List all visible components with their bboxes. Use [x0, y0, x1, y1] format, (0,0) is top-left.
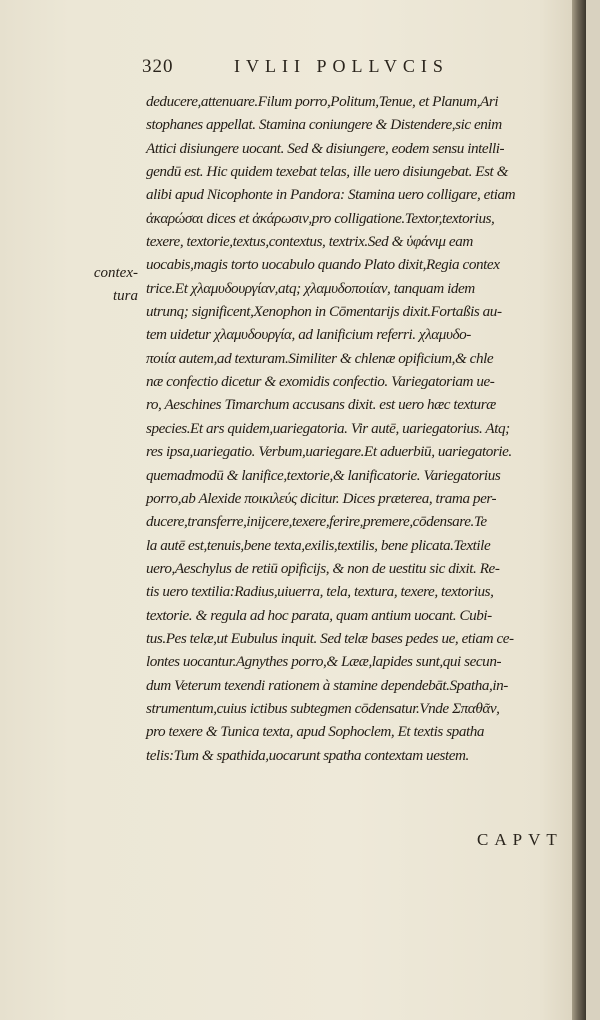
catchword: CAPVT: [477, 830, 563, 849]
text-line: textorie. & regula ad hoc parata, quam antium uocant. Cubi-: [146, 606, 492, 624]
page-number: 320: [142, 56, 174, 77]
running-title: IVLII POLLVCIS: [234, 56, 449, 76]
text-line: ro, Aeschines Timarchum accusans dixit. est uero hæc texturæ: [146, 396, 496, 414]
text-line: uero,Aeschylus de retiū opificijs, & non de uestitu sic dixit. Re-: [146, 559, 500, 577]
text-line: quemadmodū & lanifice,textorie,& lanificatorie. Variegatorius: [146, 466, 501, 484]
text-line: tis uero textilia:Radius,uiuerra, tela, textura, texere, textorius,: [146, 583, 494, 601]
text-line: ἀκαρώσαι dices et ἀκάρωσιν,pro colligatione.Textor,textorius,: [146, 209, 495, 227]
text-line: stophanes appellat. Stamina coniungere & Distendere,sic enim: [146, 116, 502, 134]
page-header: [142, 56, 522, 82]
text-line: utrunq; significent,Xenophon in Cōmentarijs dixit.Fortaßis au-: [146, 303, 502, 321]
text-line: tus.Pes telæ,ut Eubulus inquit. Sed telæ bases pedes ue, etiam ce-: [146, 629, 514, 647]
text-line: alibi apud Nicophonte in Pandora: Stamina uero colligare, etiam: [146, 186, 516, 204]
text-line: texere, textorie,textus,contextus, textrix.Sed & ὑφάνιμ eam: [146, 233, 473, 251]
text-line: næ confectio dicetur & exomidis confectio. Variegatoriam ue-: [146, 373, 495, 391]
text-line: strumentum,cuius ictibus subtegmen cōdensatur.Vnde Σπαθᾶν,: [146, 699, 500, 717]
text-line: species.Et ars quidem,uariegatoria. Vir autē, uariegatorius. Atq;: [146, 419, 510, 437]
text-line: deducere,attenuare.Filum porro,Politum,Tenue, et Planum,Ari: [146, 93, 499, 110]
text-line: gendū est. Hic quidem texebat telas, ille uero disiungebat. Est &: [146, 163, 509, 181]
text-line: trice.Et χλαμυδουργίαν,atq; χλαμυδοποιίαν, tanquam idem: [146, 279, 475, 297]
margin-note-line-2: tura: [112, 288, 138, 304]
text-line: Attici disiungere uocant. Sed & disiungere, eodem sensu intelli-: [146, 139, 505, 157]
text-line: ducere,transferre,inijcere,texere,ferire,premere,cōdensare.Te: [146, 513, 487, 531]
text-line: telis:Tum & spathida,uocarunt spatha contextam uestem.: [146, 746, 469, 764]
text-line: tem uidetur χλαμυδουργία, ad lanificium referri. χλαμυδο-: [146, 326, 471, 344]
text-line: dum Veterum texendi rationem à stamine dependebāt.Spatha,in-: [146, 676, 508, 694]
body-text: [146, 90, 586, 767]
text-line: lontes uocantur.Agnythes porro,& Lææ,lapides sunt,qui secun-: [146, 653, 502, 671]
text-line: ποιία autem,ad texturam.Similiter & chlenæ opificium,& chle: [146, 349, 494, 367]
text-line: uocabis,magis torto uocabulo quando Plato dixit,Regia contex: [146, 256, 500, 274]
text-line: pro texere & Tunica texta, apud Sophoclem, Et textis spatha: [146, 723, 485, 741]
margin-note-line-1: contex-: [93, 265, 138, 281]
text-line: la autē est,tenuis,bene texta,exilis,textilis, bene plicata.Textile: [146, 536, 491, 554]
text-line: porro,ab Alexide ποικιλεύς dicitur. Dices præterea, trama per-: [146, 489, 497, 507]
text-line: res ipsa,uariegatio. Verbum,uariegare.Et aduerbiū, uariegatorie.: [146, 443, 512, 461]
